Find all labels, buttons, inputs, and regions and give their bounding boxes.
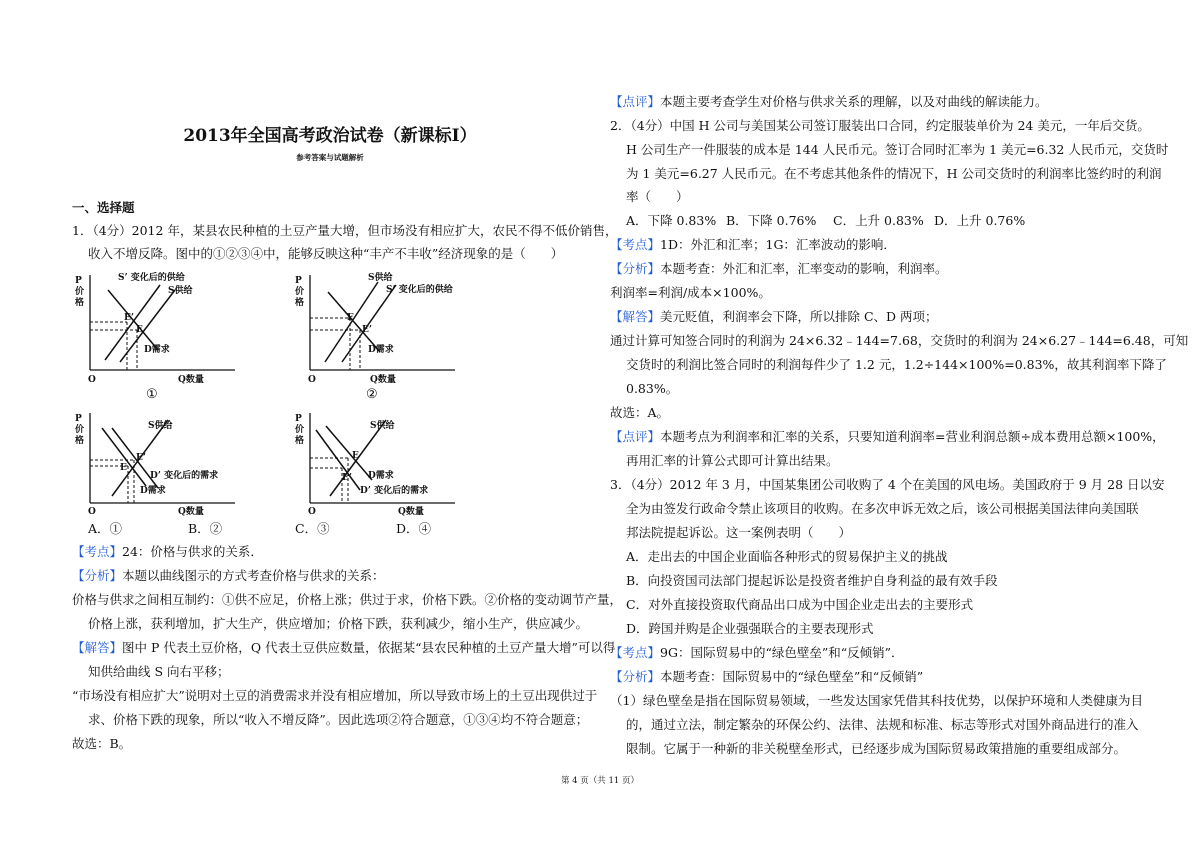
- point-label-e-prime: E’: [136, 453, 146, 463]
- curve-label-d-new: D’ 变化后的需求: [150, 471, 219, 481]
- curve-label-d: D需求: [368, 471, 394, 481]
- axis-price-label-1: 价: [75, 287, 85, 297]
- q1-dianping: [610, 94, 1048, 110]
- q2-option-a: A．下降 0.83%: [626, 213, 717, 228]
- curve-label-d: D需求: [140, 486, 166, 496]
- q3-para-line3: 限制。它属于一种新的非关税壁垒形式，已经逐步成为国际贸易政策措施的重要组成部分。: [626, 741, 1127, 756]
- q2-stem-line3: 为 1 美元=6.27 人民币元。在不考虑其他条件的情况下，H 公司交货时的利润率比签约时的利润: [626, 166, 1162, 181]
- q1-option-c: C．③: [295, 521, 330, 536]
- section-heading: 一、选择题: [72, 200, 135, 215]
- q3-option-c: C．对外直接投资取代商品出口成为中国企业走出去的主要形式: [626, 597, 974, 612]
- fenxi-text: 本题考查：外汇和汇率，汇率变动的影响，利润率。: [660, 261, 948, 276]
- q2-dianping: [610, 429, 1165, 445]
- curve-label-d: D需求: [144, 345, 170, 355]
- q2-fenxi: [610, 261, 948, 277]
- q1-option-b: B．②: [188, 521, 223, 536]
- axis-p-label: P: [75, 276, 82, 286]
- q2-option-b: B．下降 0.76%: [726, 213, 817, 228]
- axis-price-label-2: 格: [295, 436, 305, 446]
- supply-demand-graph-4: [290, 408, 470, 517]
- point-label-e-prime: E’: [362, 325, 372, 335]
- origin-label: O: [308, 507, 316, 517]
- fenxi-tag: 【分析】: [610, 261, 661, 276]
- curve-label-s: S供给: [168, 286, 193, 296]
- q1-jieda-line2: 知供给曲线 S 向右平移；: [88, 664, 230, 679]
- point-label-e: E: [352, 451, 359, 461]
- q2-answer: 故选：A。: [610, 405, 670, 420]
- origin-label: O: [308, 375, 316, 385]
- q2-stem-line4: 率（ ）: [626, 189, 689, 204]
- q2-option-d: D．上升 0.76%: [934, 213, 1026, 228]
- kaodian-tag: 【考点】: [610, 237, 661, 252]
- q1-option-a: A．①: [88, 521, 123, 536]
- fenxi-tag: 【分析】: [72, 568, 123, 583]
- q3-stem-line2: 全为由签发行政命令禁止该项目的收购。在多次申诉无效之后，该公司根据美国法律向美国联: [626, 501, 1139, 516]
- curve-label-s: S供给: [148, 421, 173, 431]
- q1-fenxi-line3: 价格上涨，获利增加，扩大生产，供应增加；价格下跌，获利减少，缩小生产，供应减少。: [88, 616, 589, 631]
- q2-option-c: C．上升 0.83%: [833, 213, 924, 228]
- q2-stem-line1: 2．（4分）中国 H 公司与美国某公司签订服装出口合同，约定服装单价为 24 美元，一年后交货。: [610, 118, 1150, 133]
- axis-price-label-1: 价: [295, 287, 305, 297]
- page-footer: 第 4 页（共 11 页）: [560, 776, 640, 786]
- curve-label-s: S供给: [368, 273, 393, 283]
- fenxi-text: 本题以曲线图示的方式考查价格与供求的关系：: [122, 568, 385, 583]
- supply-demand-graph-2: [290, 270, 470, 400]
- q3-option-b: B．向投资国司法部门提起诉讼是投资者维护自身利益的最有效手段: [626, 573, 998, 588]
- axis-p-label: P: [295, 276, 302, 286]
- axis-price-label-2: 格: [295, 298, 305, 308]
- jieda-tag: 【解答】: [72, 640, 123, 655]
- page-title: 2013年全国高考政治试卷（新课标Ⅰ）: [183, 126, 477, 146]
- q1-fenxi: [72, 568, 385, 584]
- q3-para-line2: 的，通过立法，制定繁杂的环保公约、法律、法规和标准、标志等形式对国外商品进行的准入: [626, 717, 1139, 732]
- point-label-e: E: [347, 313, 354, 323]
- dianping-text: 本题主要考查学生对价格与供求关系的理解，以及对曲线的解读能力。: [660, 94, 1048, 109]
- curve-label-d-new: D’ 变化后的需求: [360, 486, 429, 496]
- q3-stem-line3: 邦法院提起诉讼。这一案例表明（ ）: [626, 525, 852, 540]
- q2-dianping-line2: 再用汇率的计算公式即可计算出结果。: [626, 453, 839, 468]
- dianping-tag: 【点评】: [610, 94, 661, 109]
- dianping-tag: 【点评】: [610, 429, 661, 444]
- q1-answer: 故选：B。: [72, 736, 132, 751]
- axis-q-label: Q数量: [370, 375, 396, 385]
- point-label-e: E: [120, 463, 127, 473]
- kaodian-tag: 【考点】: [72, 544, 123, 559]
- q3-fenxi: [610, 669, 923, 685]
- kaodian-text: 24：价格与供求的关系．: [122, 544, 263, 559]
- point-label-e: E: [136, 325, 143, 335]
- q3-para-line1: （1）绿色壁垒是指在国际贸易领域，一些发达国家凭借其科技优势，以保护环境和人类健康为目: [610, 693, 1143, 708]
- q3-kaodian: [610, 645, 904, 661]
- curve-label-d: D需求: [368, 345, 394, 355]
- axis-q-label: Q数量: [398, 507, 424, 517]
- origin-label: O: [88, 507, 96, 517]
- q1-fenxi-line2: 价格与供求之间相互制约：①供不应足，价格上涨；供过于求，价格下跌。②价格的变动调节产量，: [72, 592, 623, 607]
- origin-label: O: [88, 375, 96, 385]
- q1-stem-line1: 1．（4分）2012 年，某县农民种植的土豆产量大增，但市场没有相应扩大，农民不得不低价销售，: [72, 223, 618, 238]
- q1-stem-line2: 收入不增反降。图中的①②③④中，能够反映这种“丰产不丰收”经济现象的是（ ）: [88, 246, 564, 261]
- q3-stem-line1: 3．（4分）2012 年 3 月，中国某集团公司收购了 4 个在美国的风电场。美国政府于 9 月 28 日以安: [610, 477, 1165, 492]
- fenxi-text: 本题考查：国际贸易中的“绿色壁垒”和“反倾销”: [660, 669, 924, 684]
- point-label-e-prime: E’: [342, 473, 352, 483]
- graph-number: ①: [146, 387, 158, 402]
- axis-p-label: P: [295, 414, 302, 424]
- q1-jieda: [72, 640, 615, 656]
- q2-calc-line3: 0.83%。: [626, 381, 679, 396]
- q3-option-d: D．跨国并购是企业强强联合的主要表现形式: [626, 621, 874, 636]
- q2-kaodian: [610, 237, 896, 253]
- axis-price-label-1: 价: [75, 425, 85, 435]
- q2-formula: 利润率=利润/成本×100%。: [610, 285, 771, 300]
- page-subtitle: 参考答案与试题解析: [296, 153, 364, 162]
- curve-label-s-new: S’ 变化后的供给: [386, 285, 453, 295]
- q1-jieda-line4: 求、价格下跌的现象，所以“收入不增反降”。因此选项②符合题意，①③④均不符合题意；: [88, 712, 589, 727]
- curve-label-s: S供给: [370, 421, 395, 431]
- jieda-text: 图中 P 代表土豆价格，Q 代表土豆供应数量，依据某“县农民种植的土豆产量大增”可以得: [122, 640, 616, 655]
- q1-option-d: D．④: [396, 521, 432, 536]
- point-label-e-prime: E’: [124, 313, 134, 323]
- supply-demand-graph-3: [70, 408, 250, 517]
- supply-demand-graph-1: [70, 270, 250, 400]
- axis-q-label: Q数量: [178, 507, 204, 517]
- jieda-text: 美元贬值，利润率会下降，所以排除 C、D 两项；: [660, 309, 938, 324]
- q2-jieda: [610, 309, 938, 325]
- q2-calc-line2: 交货时的利润比签合同时的利润每件少了 1.2 元，1.2÷144×100%=0.83%，故其利润率下降了: [626, 357, 1167, 372]
- q1-kaodian: [72, 544, 263, 560]
- axis-price-label-1: 价: [295, 425, 305, 435]
- q3-option-a: A．走出去的中国企业面临各种形式的贸易保护主义的挑战: [626, 549, 948, 564]
- graph-number: ②: [366, 387, 378, 402]
- jieda-tag: 【解答】: [610, 309, 661, 324]
- kaodian-tag: 【考点】: [610, 645, 661, 660]
- axis-price-label-2: 格: [75, 436, 85, 446]
- kaodian-text: 1D：外汇和汇率；1G：汇率波动的影响．: [660, 237, 896, 252]
- curve-label-s-new: S’ 变化后的供给: [118, 273, 185, 283]
- axis-q-label: Q数量: [178, 375, 204, 385]
- q1-jieda-line3: “市场没有相应扩大”说明对土豆的消费需求并没有相应增加，所以导致市场上的土豆出现供过于: [72, 688, 598, 703]
- q2-calc-line1: 通过计算可知签合同时的利润为 24×6.32﹣144=7.68，交货时的利润为 24×6.27﹣144=6.48，可知: [610, 333, 1189, 348]
- kaodian-text: 9G：国际贸易中的“绿色壁垒”和“反倾销”．: [660, 645, 904, 660]
- dianping-text: 本题考点为利润率和汇率的关系，只要知道利润率=营业利润总额÷成本费用总额×100%，: [660, 429, 1165, 444]
- fenxi-tag: 【分析】: [610, 669, 661, 684]
- axis-price-label-2: 格: [75, 298, 85, 308]
- q2-stem-line2: H 公司生产一件服装的成本是 144 人民币元。签订合同时汇率为 1 美元=6.32 人民币元，交货时: [626, 142, 1169, 157]
- axis-p-label: P: [75, 414, 82, 424]
